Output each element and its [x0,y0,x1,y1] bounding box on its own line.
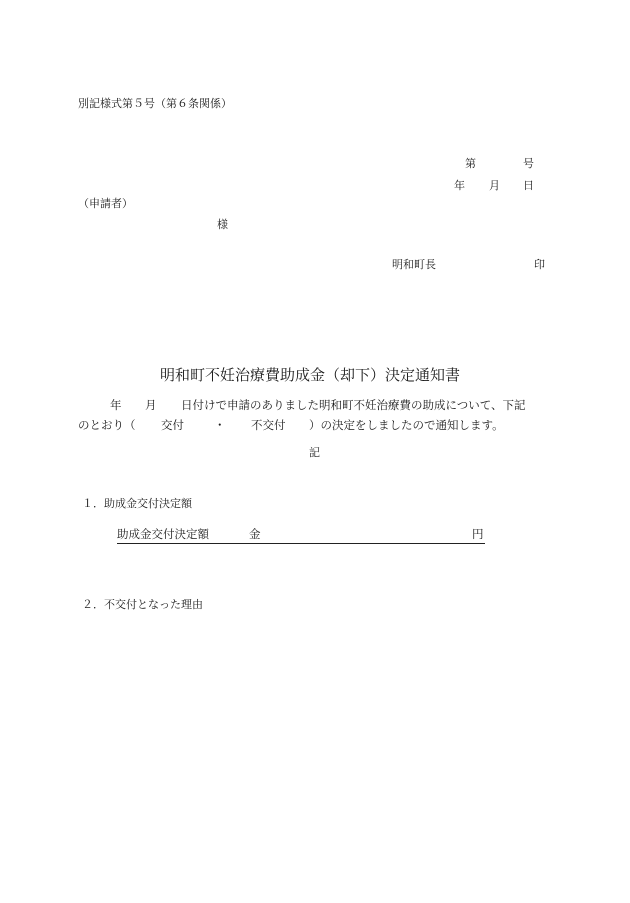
ki-mark: 記 [309,446,320,459]
date-day: 日 [523,179,534,192]
issuer-name: 明和町長 [392,258,436,271]
amount-yen: 円 [472,527,484,541]
body-line-1-rest: 日付けで申請のありました明和町不妊治療費の助成について、下記 [181,398,526,412]
body-line-2-end: ）の決定をしましたので通知します。 [309,418,504,432]
body-kofu: 交付 [161,418,184,432]
amount-line [117,527,485,544]
amount-label: 助成金交付決定額 [117,527,209,541]
date-year: 年 [454,179,465,192]
date-month: 月 [489,179,500,192]
body-dot: ・ [214,418,226,432]
number-go: 号 [523,157,534,170]
applicant-label: （申請者） [78,197,133,210]
number-dai: 第 [465,157,476,170]
body-year: 年 [110,398,122,412]
applicant-honorific: 様 [217,218,228,231]
amount-kin: 金 [249,527,261,541]
section-2-heading: ２．不交付となった理由 [82,598,203,611]
document-title: 明和町不妊治療費助成金（却下）決定通知書 [160,366,461,384]
form-label: 別記様式第５号（第６条関係） [78,97,232,110]
issuer-seal: 印 [534,258,545,271]
body-fukofu: 不交付 [251,418,286,432]
body-month: 月 [145,398,157,412]
body-line-2-start: のとおり（ [78,418,136,432]
section-1-heading: １．助成金交付決定額 [82,497,192,510]
